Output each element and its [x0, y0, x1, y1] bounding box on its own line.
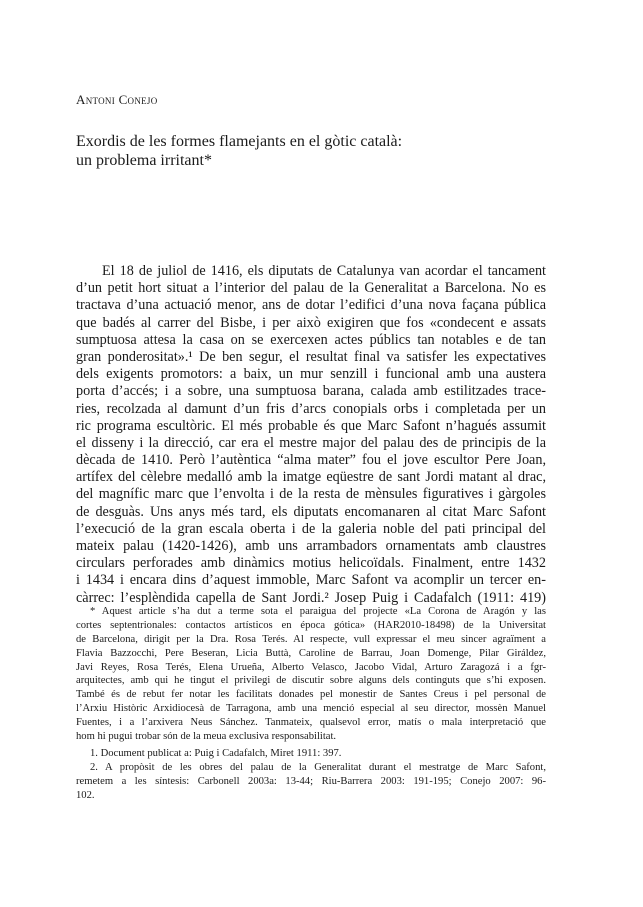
- body-line: ric programa escultòric. El més probable és que Marc Safont n’hagués assumit: [76, 417, 546, 434]
- footnote-star-line: l’Arxiu Històric Arxidiocesà de Tarragona, amb una menció especial al seu director, mossèn Manuel: [76, 703, 546, 715]
- footnote-star-line: També és de rebut fer notar les facilitats donades pel monestir de Santes Creus i pel personal de: [76, 689, 546, 701]
- footnote-star-line: de Barcelona, dirigit per la Dra. Rosa Terés. Al respecte, vull expressar el meu sincer agraïment a: [76, 633, 546, 645]
- title-line: Exordis de les formes flamejants en el gòtic català:: [76, 133, 403, 150]
- body-line: de desguàs. Uns anys més tard, els diputats encomanaren al citat Marc Safont: [76, 503, 546, 520]
- footnote-2-line: 102.: [76, 789, 95, 801]
- footnote-star-line: Flavia Bazzocchi, Pere Beseran, Licia Buttà, Caroline de Barrau, Joan Domenge, Pilar Giráldez,: [76, 647, 546, 659]
- body-line: porta d’accés; i a sobre, una sumptuosa barana, calada amb estilitzades trace-: [76, 383, 546, 400]
- body-line: que badés al carrer del Bisbe, i per això exigiren que fos «condecent e assats: [76, 314, 546, 331]
- body-line: circulars perforades amb dinàmics motius helicoïdals. Finalment, entre 1432: [76, 555, 546, 572]
- body-line: mateix palau (1420-1426), amb uns arrambadors ornamentats amb claustres: [76, 538, 546, 554]
- body-line: gran ponderositat».¹ De ben segur, el resultat final va satisfer les expectatives: [76, 348, 546, 365]
- body-line: del magnífic marc que l’envolta i de la resta de mènsules figuratives i gàrgoles: [76, 486, 546, 503]
- body-line: dècada de 1410. Però l’autèntica “alma mater” fou el jove escultor Pere Joan,: [76, 452, 546, 469]
- body-line: sumptuosa attesa la casa on se exercexen actes públics tan notables e de tan: [76, 331, 546, 348]
- title-line: un problema irritant*: [76, 152, 212, 169]
- article-title: [76, 132, 556, 170]
- footnote-star-line: Javi Reyes, Rosa Terés, Elena Urueña, Alberto Velasco, Jacobo Vidal, Arturo Zaragozá i a fgr-: [76, 661, 546, 673]
- body-line: i 1434 i encara dins d’aquest immoble, Marc Safont va acomplir un tercer en-: [76, 572, 546, 589]
- footnote-star-line: cortes septentrionales: contactos artísticos en época gótica» (HAR2010-18498) de la Universitat: [76, 619, 546, 631]
- body-text: [76, 263, 546, 607]
- footnotes: [76, 605, 546, 802]
- footnote-star-line: hom hi pugui trobar són de la meua exclusiva responsabilitat.: [76, 731, 337, 743]
- body-line: dels exigents promotors: a baix, un mur senzill i funcional amb una austera: [76, 366, 546, 383]
- footnote-1-line: 1. Document publicat a: Puig i Cadafalch, Miret 1911: 397.: [90, 747, 342, 759]
- footnote-2-line: remetem a les síntesis: Carbonell 2003a: 13-44; Riu-Barrera 2003: 191-195; Conejo 2007: 96-: [76, 775, 546, 787]
- body-line: l’execució de la gran escala oberta i de la galeria noble del pati principal del: [76, 520, 546, 537]
- author-name: Antoni Conejo: [76, 92, 158, 107]
- footnote-star-line: arquitectes, amb qui he tingut el privilegi de discutir sobre alguns dels continguts que s’hi exposen.: [76, 675, 546, 687]
- body-line: càrrec: l’esplèndida capella de Sant Jordi.² Josep Puig i Cadafalch (1911: 419): [76, 589, 546, 606]
- body-line: artífex del cèlebre medalló amb la imatge eqüestre de sant Jordi matant al drac,: [76, 469, 546, 486]
- footnote-star-line: Fuentes, i a l’arxivera Neus Sánchez. Tanmateix, qualsevol error, matís o mala interpretació que: [76, 717, 546, 729]
- body-line: El 18 de juliol de 1416, els diputats de Catalunya van acordar el tancament: [102, 263, 546, 279]
- body-line: ries, recolzada al damunt d’un fris d’arcs conopials orbs i completada per un: [76, 400, 546, 417]
- body-line: d’un petit hort situat a l’interior del palau de la Generalitat a Barcelona. No es: [76, 280, 546, 297]
- body-line: el disseny i la direcció, car era el mestre major del palau des de principis de la: [76, 434, 546, 451]
- footnote-star-line: * Aquest article s’ha dut a terme sota el paraigua del projecte «La Corona de Aragón y las: [90, 606, 546, 617]
- body-line: tractava d’una actuació menor, ans de dotar l’edifici d’una nova façana pública: [76, 297, 546, 314]
- footnote-2-line: 2. A propòsit de les obres del palau de la Generalitat durant el mestratge de Marc Safont,: [90, 761, 546, 773]
